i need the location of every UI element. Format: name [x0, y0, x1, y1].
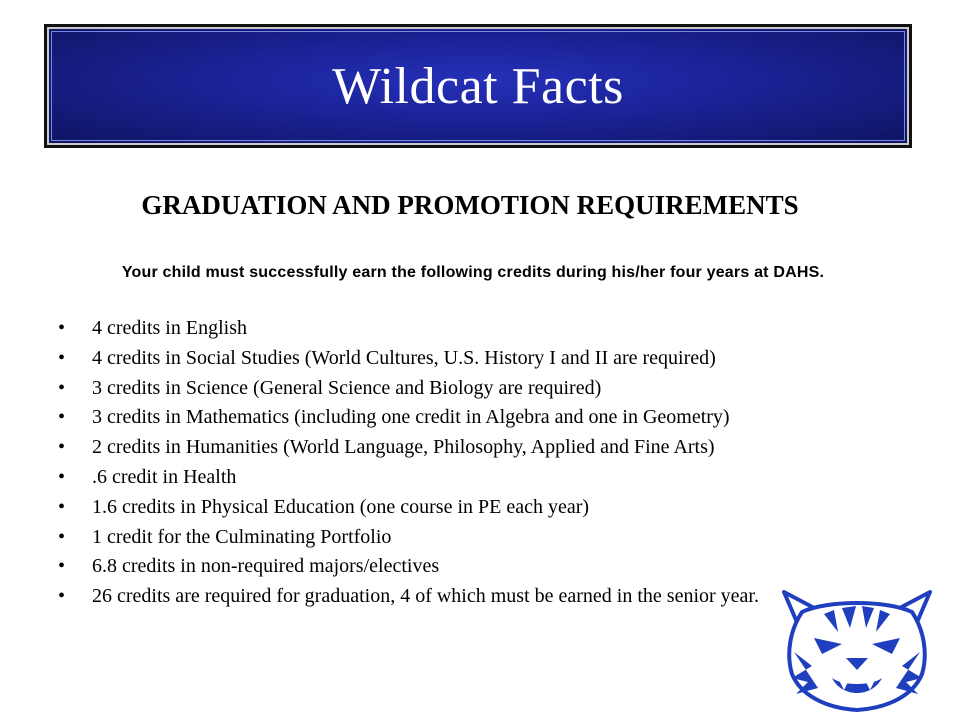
bullet: • — [58, 555, 66, 578]
bullet: • — [58, 525, 66, 548]
requirement-text: .6 credit in Health — [92, 465, 237, 488]
requirement-text: 2 credits in Humanities (World Language, Philosophy, Applied and Fine Arts) — [92, 436, 715, 459]
requirement-item — [52, 317, 782, 339]
intro-text: Your child must successfully earn the following credits during his/her four years at DAHS. — [121, 264, 825, 281]
requirement-text: 4 credits in English — [92, 317, 247, 339]
bullet: • — [58, 465, 66, 488]
requirement-item — [52, 406, 782, 428]
requirement-text: 1.6 credits in Physical Education (one course in PE each year) — [92, 495, 590, 518]
slide-title: Wildcat Facts — [332, 57, 624, 115]
bullet: • — [58, 317, 66, 339]
bullet: • — [58, 376, 66, 399]
requirement-item — [52, 347, 782, 369]
requirement-item — [52, 496, 782, 518]
bullet: • — [58, 585, 66, 608]
requirement-text: 4 credits in Social Studies (World Cultures, U.S. History I and II are required) — [92, 346, 716, 369]
requirement-item — [52, 466, 782, 488]
bullet: • — [58, 495, 66, 518]
requirement-item — [52, 526, 782, 548]
requirement-text: 6.8 credits in non-required majors/electives — [92, 555, 440, 578]
requirement-item — [52, 377, 782, 399]
bullet: • — [58, 406, 66, 429]
requirement-text: 3 credits in Science (General Science and Biology are required) — [92, 376, 602, 399]
requirement-item — [52, 585, 782, 607]
wildcat-mascot-icon — [772, 582, 942, 712]
bullet: • — [58, 436, 66, 459]
section-heading: GRADUATION AND PROMOTION REQUIREMENTS — [141, 190, 799, 220]
requirement-item — [52, 436, 782, 458]
title-banner — [44, 24, 912, 148]
requirement-text: 3 credits in Mathematics (including one credit in Algebra and one in Geometry) — [92, 406, 730, 429]
requirement-text: 26 credits are required for graduation, 4 of which must be earned in the senior year. — [92, 585, 759, 608]
bullet: • — [58, 346, 66, 369]
requirement-text: 1 credit for the Culminating Portfolio — [92, 525, 392, 548]
requirements-list — [52, 317, 782, 615]
requirement-item — [52, 555, 782, 577]
